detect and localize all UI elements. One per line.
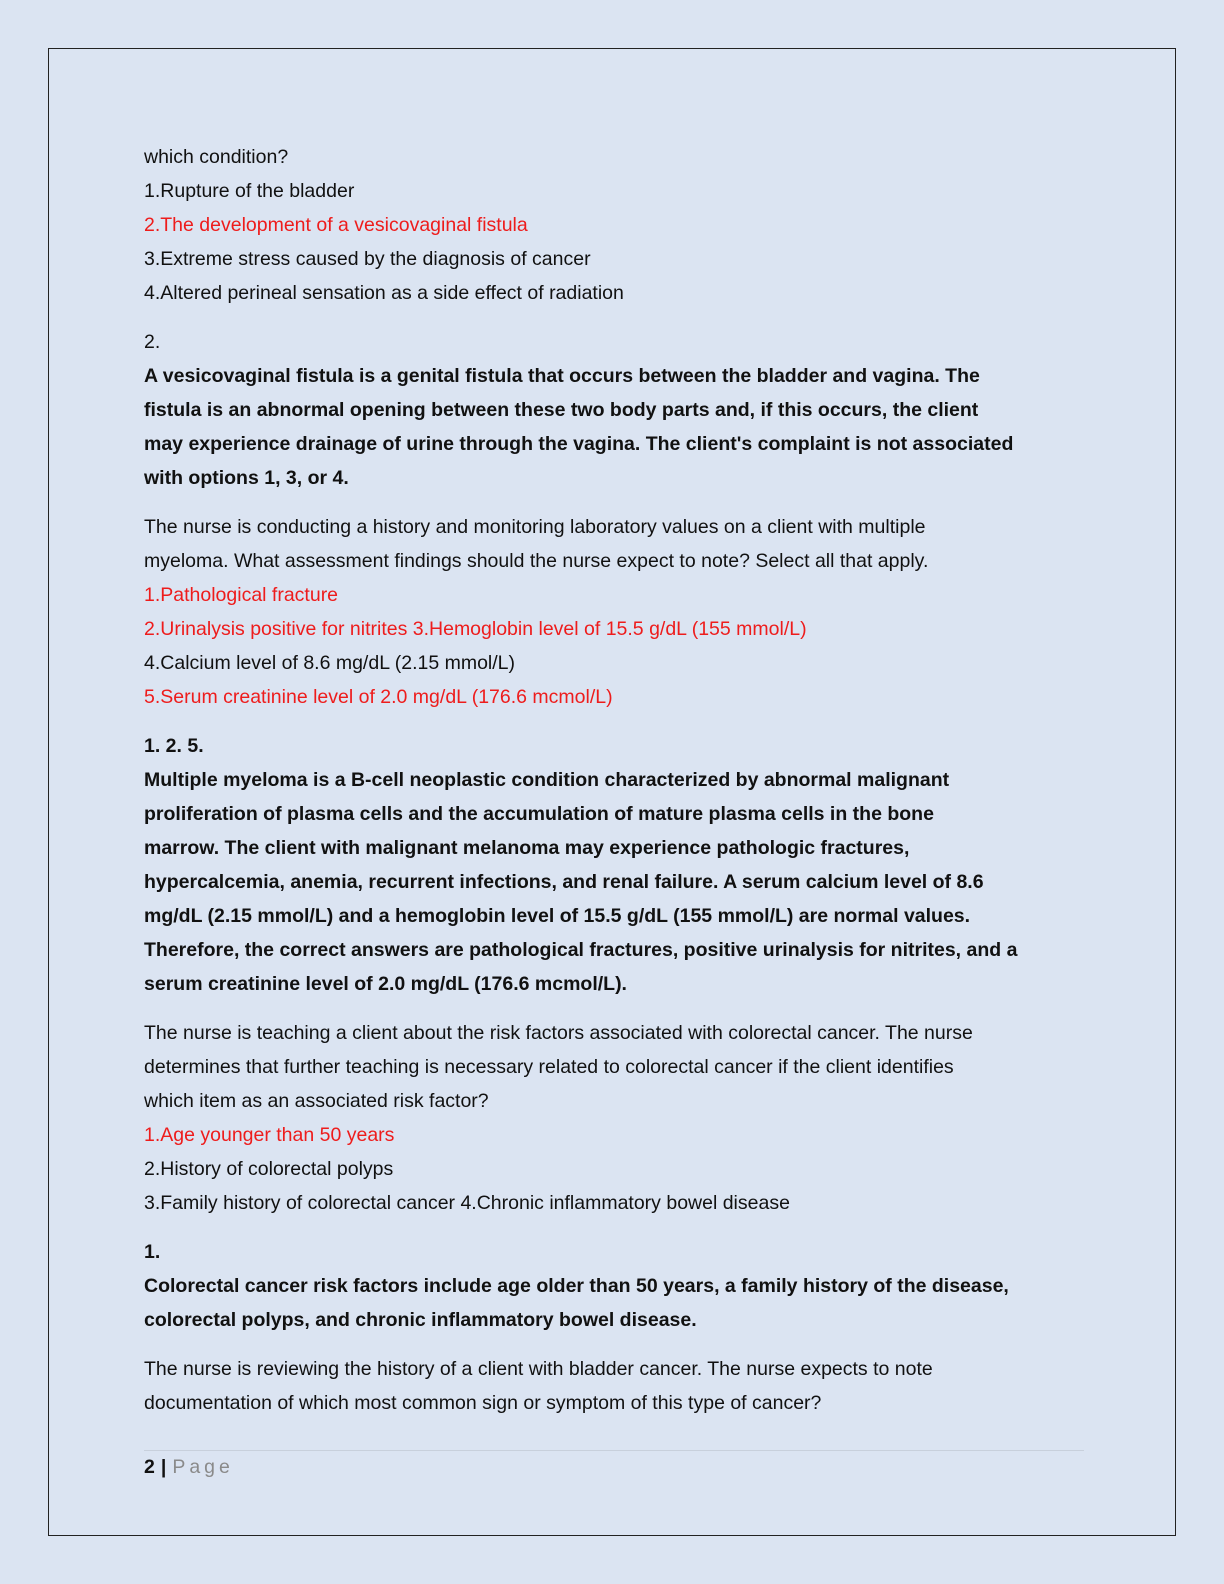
answer-line: 1.Age younger than 50 years [144,1124,395,1146]
document-body [144,140,1079,1420]
text-line: 1.Rupture of the bladder [144,180,355,202]
rationale-line: fistula is an abnormal opening between these two body parts and, if this occurs, the client [144,399,979,421]
paragraph-gap [144,310,1079,325]
paragraph-gap [144,1001,1079,1016]
paragraph-gap [144,495,1079,510]
rationale-line: 1. [144,1241,161,1263]
rationale-line: may experience drainage of urine through the vagina. The client's complaint is not associated [144,433,1014,455]
rationale-line: Multiple myeloma is a B-cell neoplastic condition characterized by abnormal malignant [144,769,950,791]
page-label: Page [172,1456,234,1478]
rationale-line: A vesicovaginal fistula is a genital fistula that occurs between the bladder and vagina. The [144,365,980,387]
text-line: documentation of which most common sign or symptom of this type of cancer? [144,1392,822,1414]
text-line: 4.Calcium level of 8.6 mg/dL (2.15 mmol/L) [144,652,516,674]
paragraph-gap [144,1220,1079,1235]
answer-line: 2.The development of a vesicovaginal fistula [144,214,528,236]
rationale-line: serum creatinine level of 2.0 mg/dL (176.6 mcmol/L). [144,973,627,995]
rationale-line: with options 1, 3, or 4. [144,467,349,489]
text-line: which item as an associated risk factor? [144,1090,489,1112]
rationale-line: proliferation of plasma cells and the accumulation of mature plasma cells in the bone [144,803,934,825]
answer-line: 5.Serum creatinine level of 2.0 mg/dL (176.6 mcmol/L) [144,686,613,708]
rationale-line: colorectal polyps, and chronic inflammatory bowel disease. [144,1309,697,1331]
text-line: which condition? [144,146,289,168]
paragraph-gap [144,1337,1079,1352]
text-line: myeloma. What assessment findings should the nurse expect to note? Select all that apply. [144,550,929,572]
text-line: 2. [144,331,161,353]
footer-divider [144,1450,1084,1451]
text-line: The nurse is reviewing the history of a client with bladder cancer. The nurse expects to note [144,1358,933,1380]
text-line: The nurse is teaching a client about the risk factors associated with colorectal cancer. The nurse [144,1022,973,1044]
text-line: determines that further teaching is necessary related to colorectal cancer if the client identifies [144,1056,954,1078]
answer-line: 1.Pathological fracture [144,584,339,606]
footer-separator: | [160,1456,167,1478]
page-footer [144,1453,234,1481]
rationale-line: Colorectal cancer risk factors include age older than 50 years, a family history of the disease, [144,1275,1009,1297]
text-line: The nurse is conducting a history and monitoring laboratory values on a client with multiple [144,516,926,538]
rationale-line: Therefore, the correct answers are pathological fractures, positive urinalysis for nitrites, and a [144,939,1018,961]
rationale-line: marrow. The client with malignant melanoma may experience pathologic fractures, [144,837,910,859]
rationale-line: mg/dL (2.15 mmol/L) and a hemoglobin level of 15.5 g/dL (155 mmol/L) are normal values. [144,905,971,927]
text-line: 3.Extreme stress caused by the diagnosis of cancer [144,248,591,270]
page-number: 2 [144,1456,155,1478]
text-line: 3.Family history of colorectal cancer 4.Chronic inflammatory bowel disease [144,1192,790,1214]
answer-line: 2.Urinalysis positive for nitrites 3.Hemoglobin level of 15.5 g/dL (155 mmol/L) [144,618,807,640]
text-line: 4.Altered perineal sensation as a side effect of radiation [144,282,624,304]
text-line: 2.History of colorectal polyps [144,1158,394,1180]
paragraph-gap [144,714,1079,729]
rationale-line: 1. 2. 5. [144,735,204,757]
rationale-line: hypercalcemia, anemia, recurrent infections, and renal failure. A serum calcium level of 8.6 [144,871,984,893]
